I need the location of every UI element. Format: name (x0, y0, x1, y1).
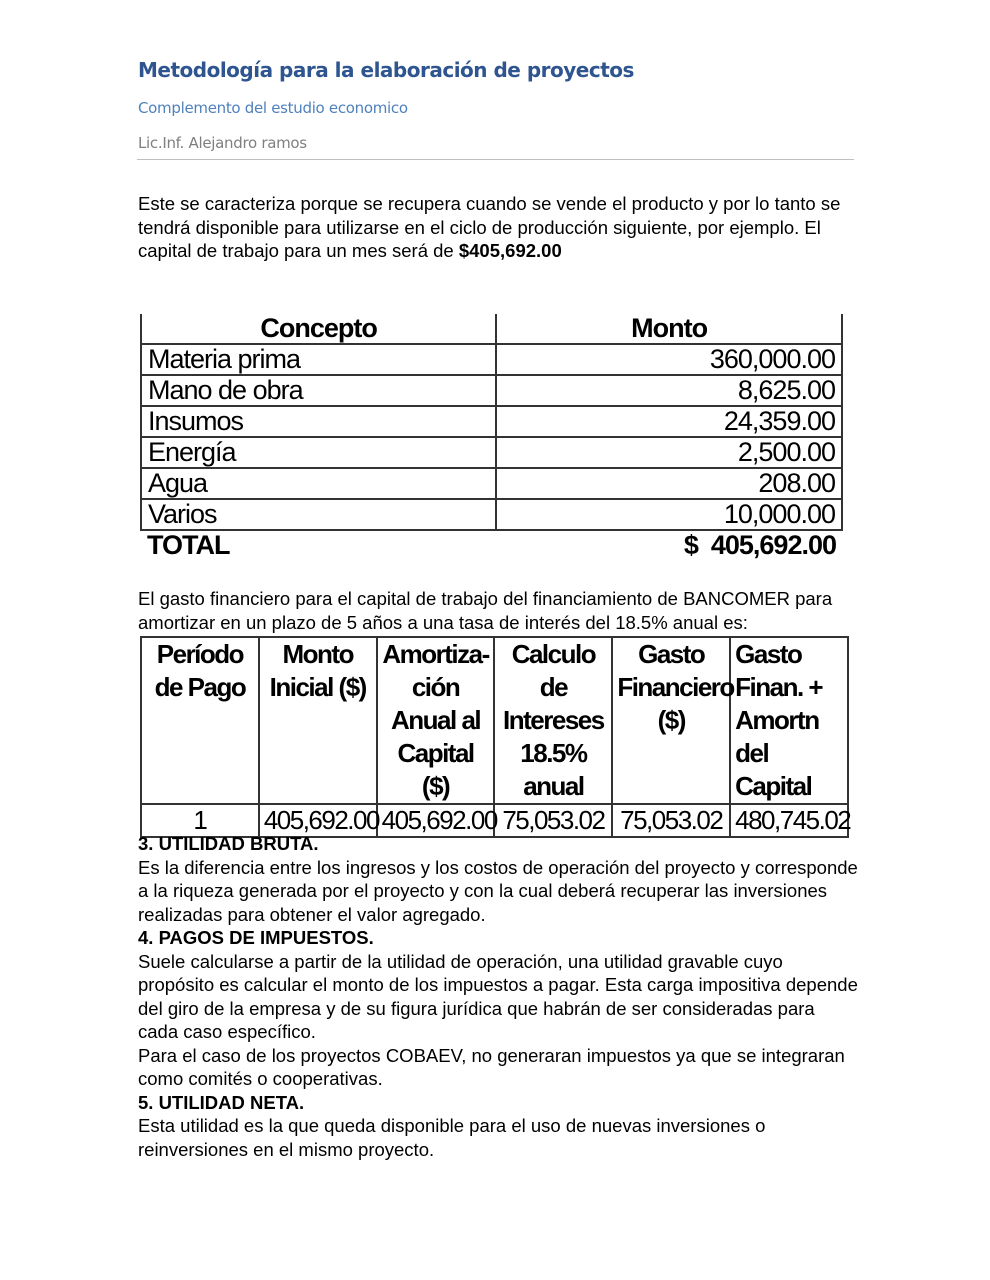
section-body: Suele calcularse a partir de la utilidad de operación, una utilidad gravable cuyo propósito es calcular el monto de los impuestos a pagar. Esta carga impositiva depende del giro de la empresa y de su figura jurídica que habrán de ser consideradas para cada caso específico. (138, 950, 858, 1042)
amount-cell: 24,359.00 (496, 406, 842, 437)
table-row (141, 375, 842, 406)
section-body: Para el caso de los proyectos COBAEV, no generaran impuestos ya que se integraran como comités o cooperativas. (138, 1044, 845, 1089)
intro-paragraph (138, 192, 858, 263)
document-subtitle: Complemento del estudio economico (138, 99, 408, 117)
total-label: TOTAL (147, 530, 230, 560)
table-header-row (141, 314, 842, 344)
amount-cell: 2,500.00 (496, 437, 842, 468)
intro-text: Este se caracteriza porque se recupera cuando se vende el producto y por lo tanto se tendrá disponible para utilizarse en el ciclo de producción siguiente, por ejemplo. El capital de trabajo para un mes será de (138, 193, 841, 261)
total-expense-cell: 480,745.02 (730, 804, 848, 837)
financial-expense-cell: 75,053.02 (612, 804, 730, 837)
concept-cell: Materia prima (141, 344, 496, 375)
total-row (141, 530, 842, 560)
intro-amount: $405,692.00 (458, 240, 562, 261)
concept-cell: Varios (141, 499, 496, 530)
section-heading: 3. UTILIDAD BRUTA. (138, 833, 319, 854)
section-heading: 5. UTILIDAD NETA. (138, 1091, 305, 1113)
column-header: Calculo de Intereses 18.5% anual (494, 637, 612, 804)
interest-cell: 75,053.02 (494, 804, 612, 837)
column-header: Amortiza-ción Anual al Capital ($) (377, 637, 495, 804)
header-divider (137, 159, 854, 160)
concept-cell: Insumos (141, 406, 496, 437)
concept-cell: Energía (141, 437, 496, 468)
sections (138, 832, 858, 1161)
column-header: Gasto Financiero ($) (612, 637, 730, 804)
amount-cell: 10,000.00 (496, 499, 842, 530)
financing-paragraph: El gasto financiero para el capital de trabajo del financiamiento de BANCOMER para amortizar en un plazo de 5 años a una tasa de interés del 18.5% anual es: (138, 588, 833, 633)
document-author: Lic.Inf. Alejandro ramos (138, 134, 307, 152)
section-heading: 4. PAGOS DE IMPUESTOS. (138, 927, 374, 948)
column-header: Período de Pago (141, 637, 259, 804)
working-capital-table (140, 314, 843, 560)
amount-cell: 360,000.00 (496, 344, 842, 375)
column-header: Monto (496, 314, 842, 344)
table-row (141, 406, 842, 437)
amount-cell: 8,625.00 (496, 375, 842, 406)
amortization-cell: 405,692.00 (377, 804, 495, 837)
section-body: Es la diferencia entre los ingresos y los costos de operación del proyecto y corresponde a la riqueza generada por el proyecto y con la cual deberá recuperar las inversiones realizadas para obtener el valor agregado. (138, 856, 858, 925)
amount-cell: 208.00 (496, 468, 842, 499)
column-header: Monto Inicial ($) (259, 637, 377, 804)
column-header: Gasto Finan. + Amortn del Capital (730, 637, 848, 804)
column-header: Concepto (141, 314, 496, 344)
concept-cell: Agua (141, 468, 496, 499)
document-title: Metodología para la elaboración de proyectos (138, 58, 634, 82)
table-row (141, 344, 842, 375)
section-body: Esta utilidad es la que queda disponible para el uso de nuevas inversiones o reinversiones en el mismo proyecto. (138, 1115, 766, 1160)
period-cell: 1 (141, 804, 259, 837)
concept-cell: Mano de obra (141, 375, 496, 406)
financing-table (140, 636, 849, 838)
table-header-row (141, 637, 848, 804)
table-row (141, 468, 842, 499)
table-row (141, 437, 842, 468)
total-value: $ 405,692.00 (683, 530, 836, 560)
table-row (141, 499, 842, 530)
initial-amount-cell: 405,692.00 (259, 804, 377, 837)
